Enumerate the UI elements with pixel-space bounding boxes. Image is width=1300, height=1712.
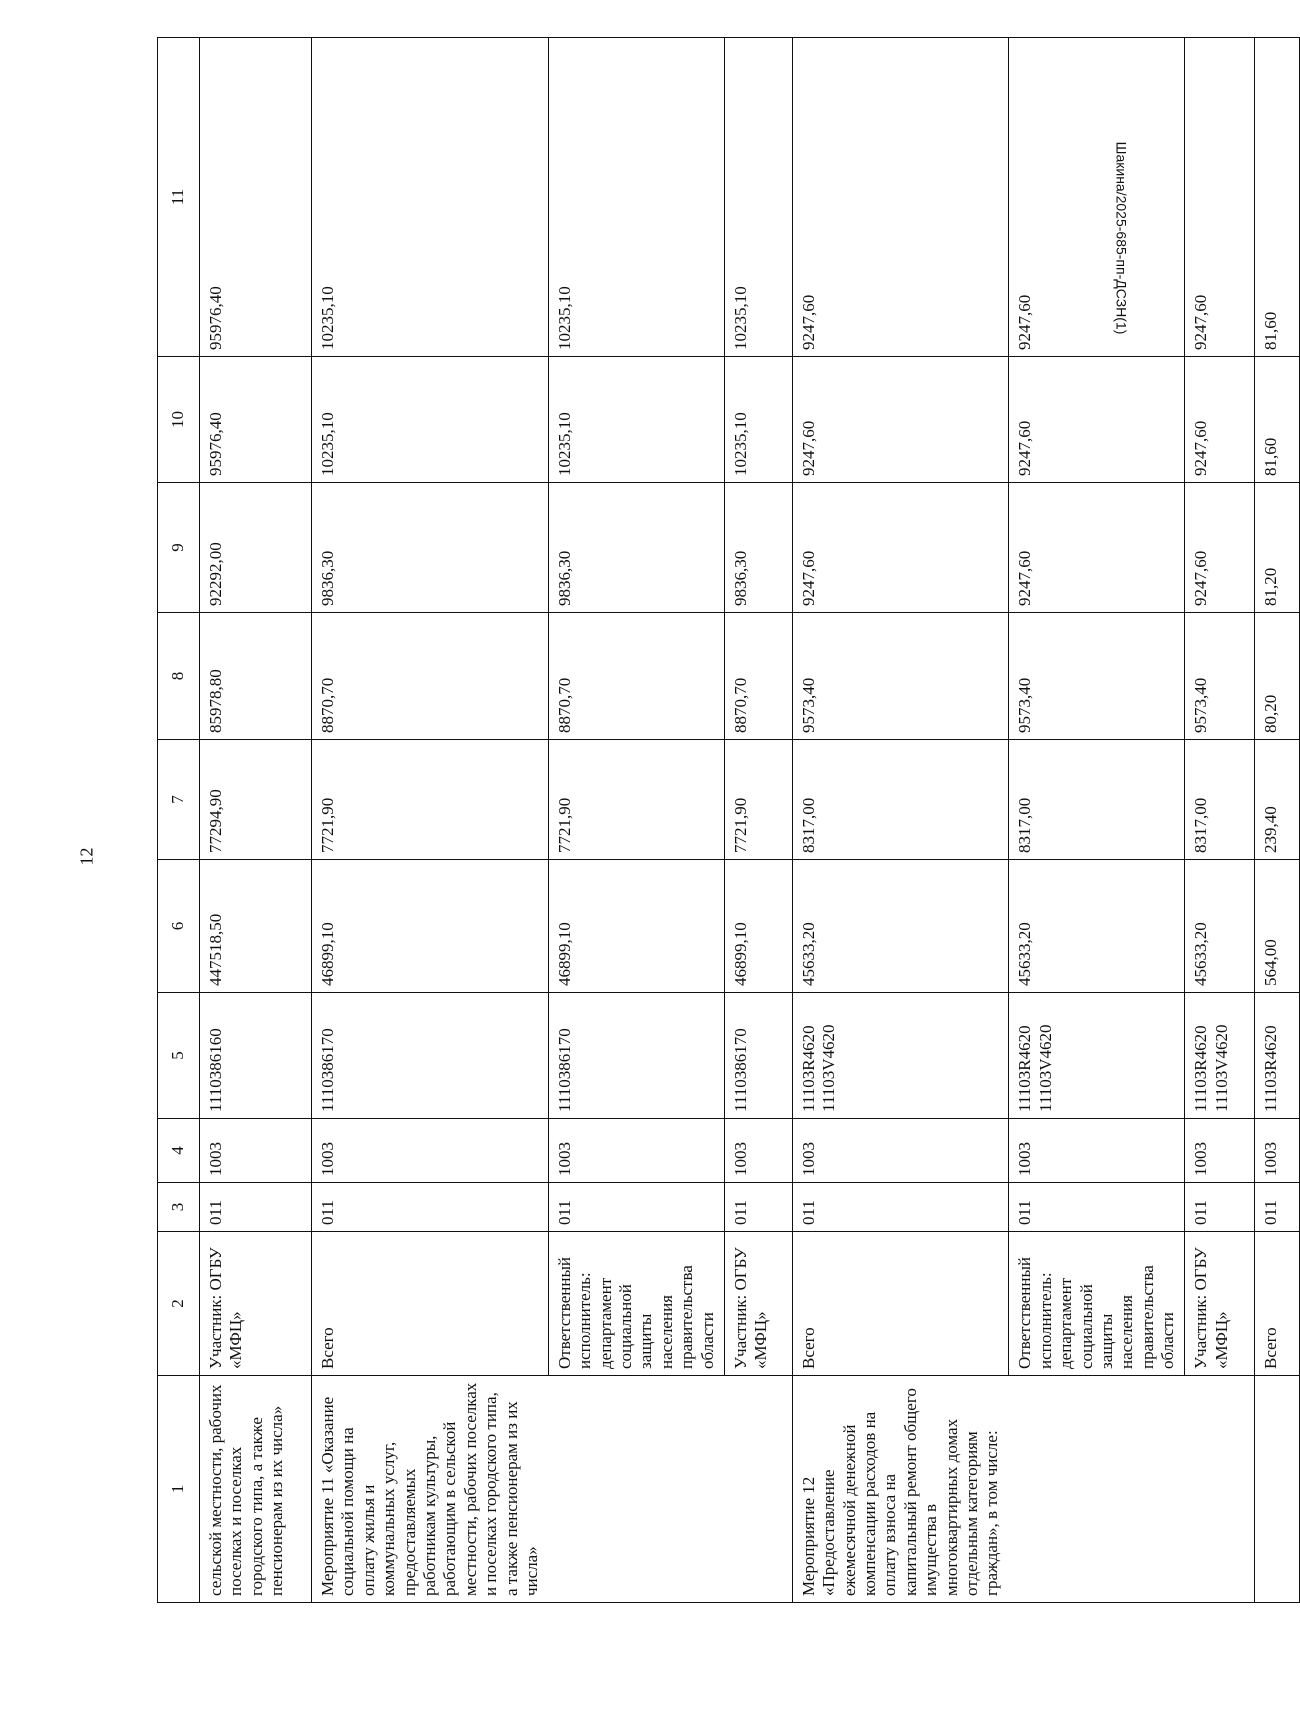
value-cell: 10235,10 [312,38,549,357]
value-cell: 85978,80 [200,613,312,740]
code-target-cell [200,993,312,1119]
measure-name-cell: сельской местности, рабочих поселках и поселках городского типа, а также пенсионерам из их числа» [200,1376,312,1603]
measure-name-cell [548,1376,724,1603]
value-cell: 9247,60 [1009,483,1185,613]
document-code: Шакина/2025-685-пп-ДСЗН(1) [1113,141,1130,335]
column-header: 8 [158,613,200,740]
executor-cell: Участник: ОГБУ «МФЦ» [724,1232,792,1376]
value-cell: 80,20 [1255,613,1300,740]
table-row [548,38,724,1603]
value-cell: 77294,90 [200,740,312,860]
code-target-cell [792,993,1008,1119]
code-target-cell [1009,993,1185,1119]
target-code: 1110386170 [318,1028,337,1112]
target-code: 11103R4620 [798,1025,818,1112]
table-row [1009,38,1185,1603]
measure-name-cell: Мероприятие 11 «Оказание социальной помощи на оплату жилья и коммунальных услуг, предоставляемых работникам культуры, работающим в сельской местности, рабочих поселках и поселках городского типа, а также пенсионерам из их числа» [312,1376,549,1603]
column-header: 9 [158,483,200,613]
executor-cell: Всего [1255,1232,1300,1376]
table-row [724,38,792,1603]
column-header: 10 [158,357,200,483]
value-cell: 45633,20 [792,860,1008,993]
header-row [158,38,200,1603]
code-section-cell: 1003 [200,1119,312,1183]
code-ministry-cell: 011 [792,1183,1008,1232]
code-target-cell [312,993,549,1119]
code-target-cell [1255,993,1300,1119]
value-cell: 7721,90 [312,740,549,860]
executor-cell: Участник: ОГБУ «МФЦ» [200,1232,312,1376]
value-cell: 239,40 [1255,740,1300,860]
value-cell: 45633,20 [1185,860,1255,993]
value-cell: 10235,10 [724,38,792,357]
table-row [792,38,1008,1603]
code-ministry-cell: 011 [724,1183,792,1232]
value-cell: 45633,20 [1009,860,1185,993]
executor-cell: Всего [792,1232,1008,1376]
code-section-cell: 1003 [312,1119,549,1183]
value-cell: 8317,00 [1185,740,1255,860]
value-cell: 46899,10 [724,860,792,993]
target-code: 11103R4620 [1261,1025,1281,1112]
value-cell: 81,60 [1255,357,1300,483]
page-number: 12 [76,847,97,866]
value-cell: 9247,60 [792,38,1008,357]
value-cell: 10235,10 [312,357,549,483]
value-cell: 9573,40 [792,613,1008,740]
measure-name-cell: Мероприятие 12 «Предоставление ежемесячной денежной компенсации расходов на оплату взноса на капитальный ремонт общего имущества в многоквартирных домах отдельным категориям граждан», в том числе: [792,1376,1008,1603]
table-row [312,38,549,1603]
code-section-cell: 1003 [1255,1119,1300,1183]
target-code: 1110386170 [554,1028,574,1112]
value-cell: 81,60 [1255,38,1300,357]
value-cell: 9836,30 [548,483,724,613]
column-header: 11 [158,38,200,357]
value-cell: 81,20 [1255,483,1300,613]
target-code: 1110386160 [206,1028,225,1112]
value-cell: 10235,10 [724,357,792,483]
target-code: 11103V4620 [819,1024,839,1112]
column-header: 7 [158,740,200,860]
executor-cell: Ответственный исполнитель: департамент социальной защиты населения правительства области [1009,1232,1185,1376]
code-ministry-cell: 011 [312,1183,549,1232]
column-header: 1 [158,1376,200,1603]
code-target-cell [1185,993,1255,1119]
value-cell: 564,00 [1255,860,1300,993]
value-cell: 46899,10 [548,860,724,993]
value-cell: 9247,60 [792,483,1008,613]
value-cell: 95976,40 [200,38,312,357]
value-cell: 447518,50 [200,860,312,993]
code-section-cell: 1003 [1009,1119,1185,1183]
value-cell: 8870,70 [724,613,792,740]
executor-cell: Участник: ОГБУ «МФЦ» [1185,1232,1255,1376]
code-target-cell [724,993,792,1119]
code-section-cell: 1003 [548,1119,724,1183]
target-code: 11103V4620 [1035,1024,1055,1112]
target-code: 11103R4620 [1015,1025,1035,1112]
value-cell: 95976,40 [200,357,312,483]
code-target-cell [548,993,724,1119]
value-cell: 10235,10 [548,38,724,357]
value-cell: 9247,60 [1185,38,1255,357]
executor-cell: Ответственный исполнитель: департамент социальной защиты населения правительства области [548,1232,724,1376]
table-row [200,38,312,1603]
value-cell: 9247,60 [792,357,1008,483]
target-code: 11103R4620 [1191,1025,1211,1112]
value-cell: 9247,60 [1185,357,1255,483]
code-section-cell: 1003 [792,1119,1008,1183]
target-code: 11103V4620 [1211,1024,1231,1112]
code-ministry-cell: 011 [1185,1183,1255,1232]
value-cell: 46899,10 [312,860,549,993]
value-cell: 8870,70 [548,613,724,740]
column-header: 5 [158,993,200,1119]
value-cell: 9247,60 [1009,38,1185,357]
value-cell: 8317,00 [1009,740,1185,860]
measure-name-cell [1255,1376,1300,1603]
column-header: 4 [158,1119,200,1183]
value-cell: 9247,60 [1009,357,1185,483]
target-code: 1110386170 [730,1028,750,1112]
measure-name-cell [724,1376,792,1603]
code-ministry-cell: 011 [1255,1183,1300,1232]
value-cell: 7721,90 [548,740,724,860]
table-row [1185,38,1255,1603]
executor-cell: Всего [312,1232,549,1376]
value-cell: 9836,30 [312,483,549,613]
table-row [1255,38,1300,1603]
column-header: 6 [158,860,200,993]
code-ministry-cell: 011 [1009,1183,1185,1232]
column-header: 3 [158,1183,200,1232]
value-cell: 9573,40 [1185,613,1255,740]
value-cell: 92292,00 [200,483,312,613]
value-cell: 9836,30 [724,483,792,613]
measure-name-cell [1009,1376,1185,1603]
budget-table [157,37,1300,1603]
value-cell: 8870,70 [312,613,549,740]
value-cell: 10235,10 [548,357,724,483]
column-header: 2 [158,1232,200,1376]
value-cell: 9573,40 [1009,613,1185,740]
value-cell: 9247,60 [1185,483,1255,613]
value-cell: 8317,00 [792,740,1008,860]
code-ministry-cell: 011 [200,1183,312,1232]
measure-name-cell [1185,1376,1255,1603]
code-ministry-cell: 011 [548,1183,724,1232]
value-cell: 7721,90 [724,740,792,860]
code-section-cell: 1003 [724,1119,792,1183]
code-section-cell: 1003 [1185,1119,1255,1183]
